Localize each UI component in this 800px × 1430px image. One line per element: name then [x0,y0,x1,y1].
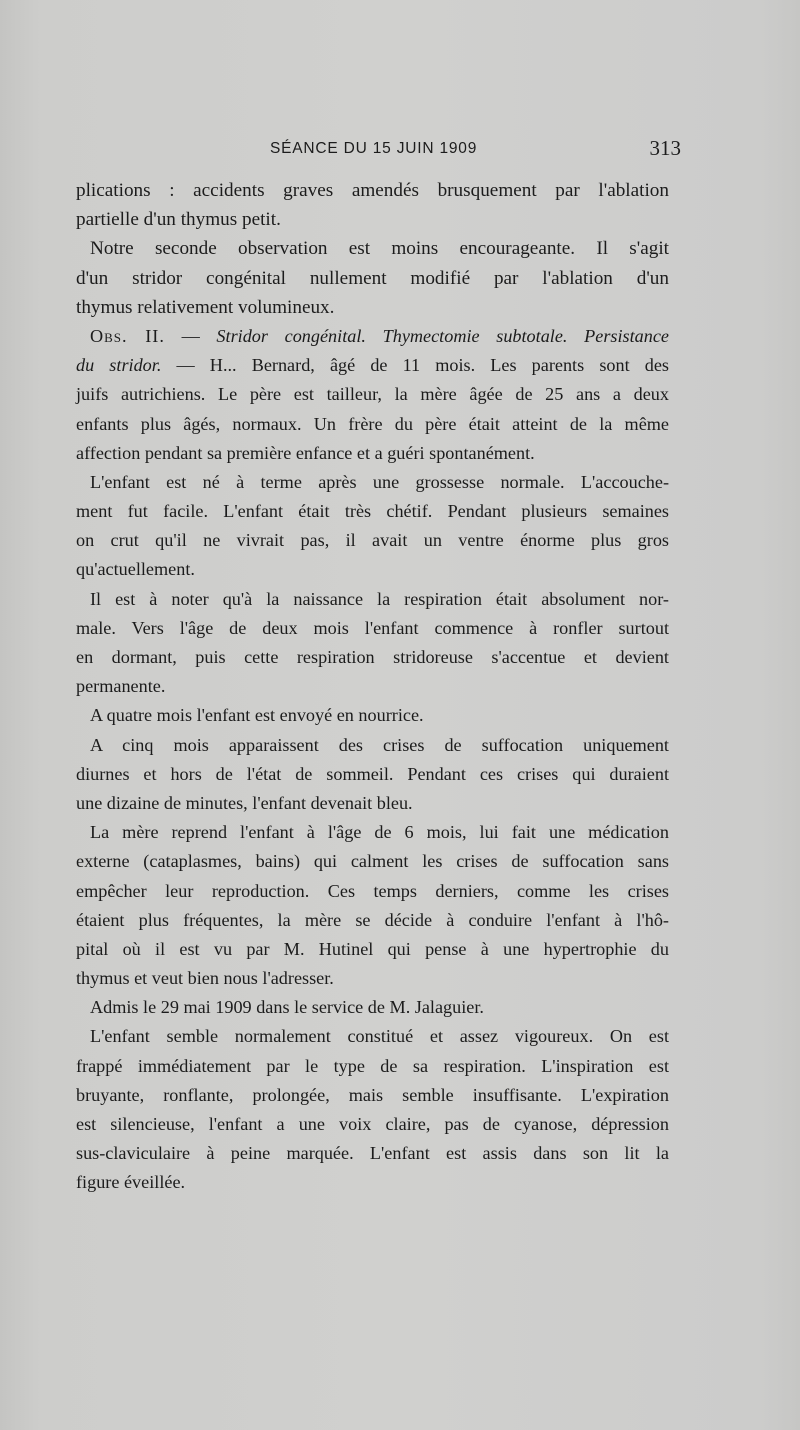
text-line: d'un stridor congénital nullement modifié par l'ablation d'un [76,267,669,289]
text-line: affection pendant sa première enfance et a guéri spontanément. [76,442,535,463]
page-header [76,136,681,166]
text-line: une dizaine de minutes, l'enfant devenait bleu. [76,792,413,813]
text-line: permanente. [76,676,166,697]
text-line: frappé immédiatement par le type de sa respiration. L'inspiration est [76,1055,669,1076]
text-line: est silencieuse, l'enfant a une voix claire, pas de cyanose, dépression [76,1114,669,1134]
text-line: plications : accidents graves amendés brusquement par l'ablation [76,180,669,201]
text-line: A quatre mois l'enfant est envoyé en nourrice. [90,705,424,726]
text-line: thymus relativement volumineux. [76,296,335,318]
text-line: diurnes et hors de l'état de sommeil. Pendant ces crises qui duraient [76,763,669,784]
text-line: Admis le 29 mai 1909 dans le service de M. Jalaguier. [90,997,484,1018]
observation-label: Obs. II. [90,325,165,346]
text-line [76,351,669,380]
running-head: SÉANCE DU 15 JUIN 1909 [270,140,478,157]
text-line: on crut qu'il ne vivrait pas, il avait un ventre énorme plus gros [76,530,669,551]
text-line: Notre seconde observation est moins encourageante. Il s'agit [90,238,669,260]
observation-heading-line [76,322,669,351]
text-line: en dormant, puis cette respiration stridoreuse s'accentue et devient [76,647,669,667]
text-line: enfants plus âgés, normaux. Un frère du père était atteint de la même [76,413,669,434]
text-line: male. Vers l'âge de deux mois l'enfant commence à ronfler surtout [76,617,669,638]
text-line: empêcher leur reproduction. Ces temps derniers, comme les crises [76,880,669,901]
text-line: ment fut facile. L'enfant était très chétif. Pendant plusieurs semaines [76,501,669,522]
text-line: juifs autrichiens. Le père est tailleur, la mère âgée de 25 ans a deux [76,384,669,405]
text-line: étaient plus fréquentes, la mère se décide à conduire l'enfant à l'hô- [76,909,669,930]
text-line: externe (cataplasmes, bains) qui calment les crises de suffocation sans [76,851,669,872]
observation-title: Stridor congénital. Thymectomie subtotale. Persistance [216,325,669,346]
text-line: pital où il est vu par M. Hutinel qui pense à une hypertrophie du [76,938,669,959]
text-line: La mère reprend l'enfant à l'âge de 6 mois, lui fait une médication [90,822,669,843]
page-number: 313 [649,136,681,160]
text-line: qu'actuellement. [76,559,195,580]
text-line: partielle d'un thymus petit. [76,209,281,231]
text-line: L'enfant semble normalement constitué et assez vigoureux. On est [90,1026,669,1047]
text-line: bruyante, ronflante, prolongée, mais semble insuffisante. L'expiration [76,1084,669,1105]
text-line: figure éveillée. [76,1172,186,1193]
text-line: thymus et veut bien nous l'adresser. [76,968,334,989]
observation-title-end: du stridor. [76,355,162,376]
text-line: sus-claviculaire à peine marquée. L'enfant est assis dans son lit la [76,1143,669,1164]
dash: — [164,325,217,346]
observation-text: — H... Bernard, âgé de 11 mois. Les parents sont des [161,355,669,376]
text-line: A cinq mois apparaissent des crises de suffocation uniquement [90,734,669,755]
text-line: L'enfant est né à terme après une grossesse normale. L'accouche- [90,471,669,492]
body-text [76,176,669,1198]
text-line: Il est à noter qu'à la naissance la respiration était absolument nor- [90,588,669,609]
